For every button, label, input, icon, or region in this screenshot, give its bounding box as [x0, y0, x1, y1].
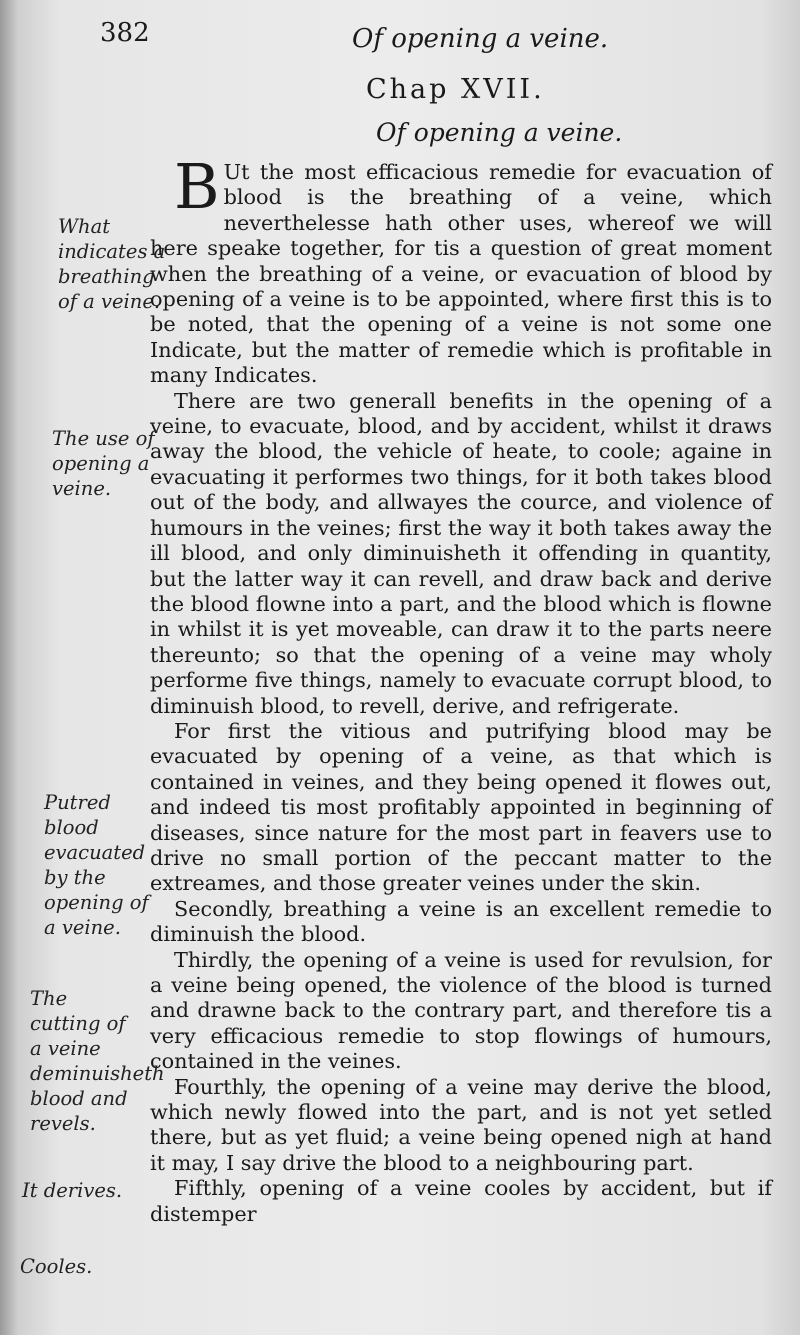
chapter-subtitle: Of opening a veine.	[376, 118, 623, 147]
margin-note: The use of opening a veine.	[52, 427, 155, 500]
body-text	[150, 150, 772, 1227]
paragraph: For first the vitious and putrifying blood may be evacuated by opening of a veine, as that which is contained in veines, and they being opened it flowes out, and indeed tis most profitably appointed in beginning of diseases, since nature for the most part in feavers use to drive no small portion of the peccant matter to the extreames, and those greater veines under the skin.	[150, 718, 772, 896]
paragraph: Fifthly, opening of a veine cooles by accident, but if distemper	[150, 1176, 772, 1226]
paragraph: Fourthly, the opening of a veine may derive the blood, which newly flowed into the part, and is not yet setled there, but as yet fluid; a veine being opened nigh at hand it may, I say drive the blood to a neighbouring part.	[150, 1074, 772, 1175]
margin-note: The cutting of a veine deminuisheth blood and revels.	[30, 987, 165, 1135]
chapter-heading: Chap XVII.	[366, 74, 545, 105]
paragraph: Secondly, breathing a veine is an excellent remedie to diminuish the blood.	[150, 896, 772, 947]
margin-note: What indicates a breathing of a veine.	[58, 215, 166, 313]
running-head	[0, 18, 800, 58]
running-title: Of opening a veine.	[352, 24, 609, 54]
paragraph: Thirdly, the opening of a veine is used for revulsion, for a veine being opened, the violence of the blood is turned and drawne back to the contrary part, and therefore tis a very efficacious remedie to stop flowings of humours, contained in the veines.	[150, 947, 772, 1074]
paragraph	[150, 150, 772, 389]
margin-note: Putred blood evacuated by the opening of a veine.	[44, 791, 149, 939]
page-number: 382	[100, 18, 150, 48]
paragraph-text: Ut the most efficacious remedie for evacuation of blood is the breathing of a veine, which neverthelesse hath other uses, whereof we will here speake together, for tis a question of great moment when the breathing of a veine, or evacuation of blood by opening of a veine is to be appointed, where first this is to be noted, that the opening of a veine is not some one Indicate, but the matter of remedie which is profitable in many Indicates.	[150, 160, 772, 388]
drop-cap: B	[174, 150, 220, 223]
margin-note: It derives.	[22, 1179, 123, 1202]
paragraph: There are two generall benefits in the opening of a veine, to evacuate, blood, and by accident, whilst it draws away the blood, the vehicle of heate, to coole; againe in evacuating it performes two things, for it both takes blood out of the body, and allwayes the cource, and violence of humours in the veines; first the way it both takes away the ill blood, and only diminuisheth it offending in quantity, but the latter way it can revell, and draw back and derive the blood flowne into a part, and the blood which is flowne in whilst it is yet moveable, can draw it to the parts neere thereunto; so that the opening of a veine may wholy performe five things, namely to evacuate corrupt blood, to diminuish blood, to revell, derive, and refrigerate.	[150, 388, 772, 718]
margin-note: Cooles.	[20, 1255, 93, 1278]
